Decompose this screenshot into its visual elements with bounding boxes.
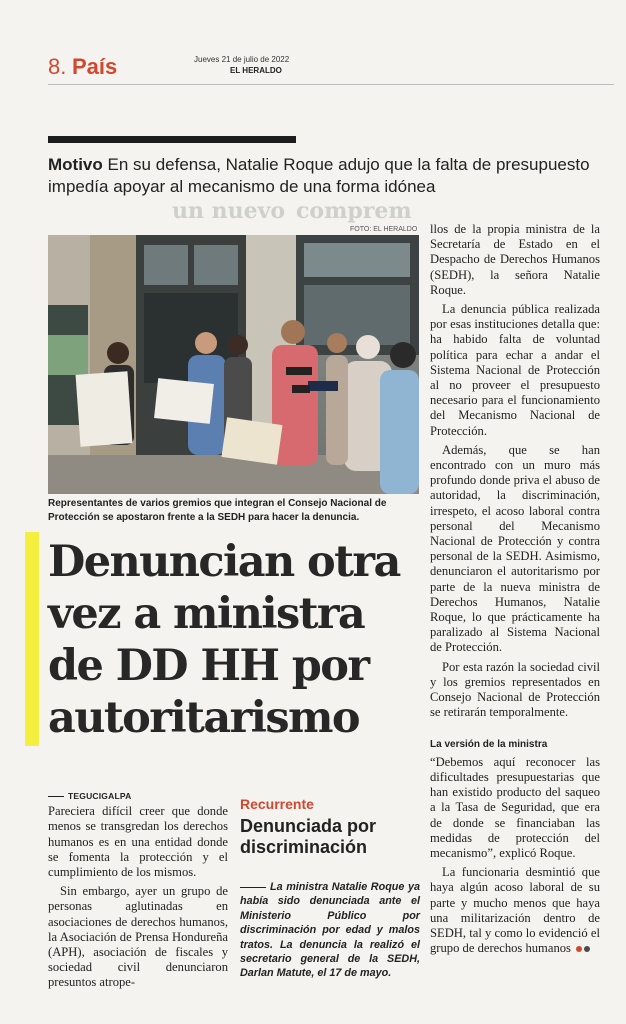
paragraph: Por esta razón la sociedad civil y los gremios representados en Consejo Nacional de Protección se retirarán temporalmente. bbox=[430, 659, 600, 720]
photo-caption: Representantes de varios gremios que integran el Consejo Nacional de Protección se apostaron frente a la SEDH para hacer la denuncia. bbox=[48, 498, 387, 523]
sidebar-title: Denunciada por discriminación bbox=[240, 816, 377, 857]
end-mark-icon bbox=[584, 946, 590, 952]
end-mark-icon bbox=[576, 946, 582, 952]
sidebar-box bbox=[240, 796, 420, 981]
show-through-text: comprem bbox=[296, 198, 412, 224]
page-header bbox=[48, 48, 614, 84]
news-photo bbox=[48, 235, 419, 494]
paragraph: La funcionaria desmintió que haya algún acoso laboral de su parte y mucho menos que haya una militarización dentro de SEDH, tal y como lo evidenció el grupo de derechos humanos bbox=[430, 865, 600, 956]
sidebar-body: La ministra Natalie Roque ya había sido denunciada ante el Ministerio Público por discriminación por edad y malos tratos. La denuncia la realizó el secretario general de la SEDH, Darlan Matute, el 17 de mayo. bbox=[240, 881, 420, 980]
headline: Denuncian otra vez a ministra de DD HH por autoritarismo bbox=[48, 537, 400, 743]
article-column-left bbox=[48, 788, 228, 995]
motivo-text: En su defensa, Natalie Roque adujo que la falta de presupuesto impedía apoyar al mecanismo de una forma idónea bbox=[48, 155, 590, 196]
paragraph: Sin embargo, ayer un grupo de personas aglutinadas en asociaciones de derechos humanos, la Asociación de Prensa Hondureña (APH), asociación de fiscales y sociedad civil denunciaron presuntos atrope- bbox=[48, 884, 228, 990]
photo-credit: FOTO: EL HERALDO bbox=[350, 226, 418, 233]
section-name: País bbox=[72, 54, 118, 79]
publication-date: Jueves 21 de julio de 2022 bbox=[194, 55, 290, 64]
show-through-text: un nuevo bbox=[172, 198, 286, 224]
article-column-right bbox=[430, 222, 600, 960]
paragraph: llos de la propia ministra de la Secretaría de Estado en el Despacho de Derechos Humanos (SEDH), la señora Natalie Roque. bbox=[430, 222, 600, 297]
newspaper-name: EL HERALDO bbox=[230, 66, 282, 75]
section-bar bbox=[48, 136, 296, 143]
paragraph: Pareciera difícil creer que donde menos se transgredan los derechos humanos es en una entidad donde se fomenta la protección y el cumplimiento de los mismos. bbox=[48, 804, 228, 880]
motivo-label: Motivo bbox=[48, 155, 103, 174]
page-number: 8. bbox=[48, 54, 67, 79]
subhead: La versión de la ministra bbox=[430, 738, 548, 750]
paragraph: “Debemos aquí reconocer las dificultades presupuestarias que han existido producto del saqueo a la Tasa de Seguridad, que era de donde se financiaban las medidas de protección del mecanismo”, explicó Roque. bbox=[430, 754, 600, 860]
highlighter-mark bbox=[25, 532, 39, 746]
protest-photo-illustration bbox=[48, 235, 419, 494]
motivo-deck bbox=[48, 154, 608, 198]
paragraph: La denuncia pública realizada por esas instituciones detalla que: ha habido falta de voluntad política para echar a andar el Sistema Nacional de Protección al no proveer el presupuesto necesario para el funcionamiento del Mecanismo Nacional de Protección. bbox=[430, 302, 600, 438]
sidebar-kicker: Recurrente bbox=[240, 796, 314, 812]
paragraph: Además, que se han encontrado con un muro más profundo donde priva el abuso de autoridad, la discriminación, irrespeto, el acoso laboral contra personal del Mecanismo Nacional de Protección y contra personal de la SEDH. Asimismo, denunciaron el autoritarismo por parte de la nueva ministra de Derechos Humanos, Natalie Roque, lo que prácticamente ha paralizado al Sistema Nacional de Protección. bbox=[430, 442, 600, 655]
header-rule bbox=[48, 84, 614, 85]
dateline: TEGUCIGALPA bbox=[48, 788, 228, 804]
